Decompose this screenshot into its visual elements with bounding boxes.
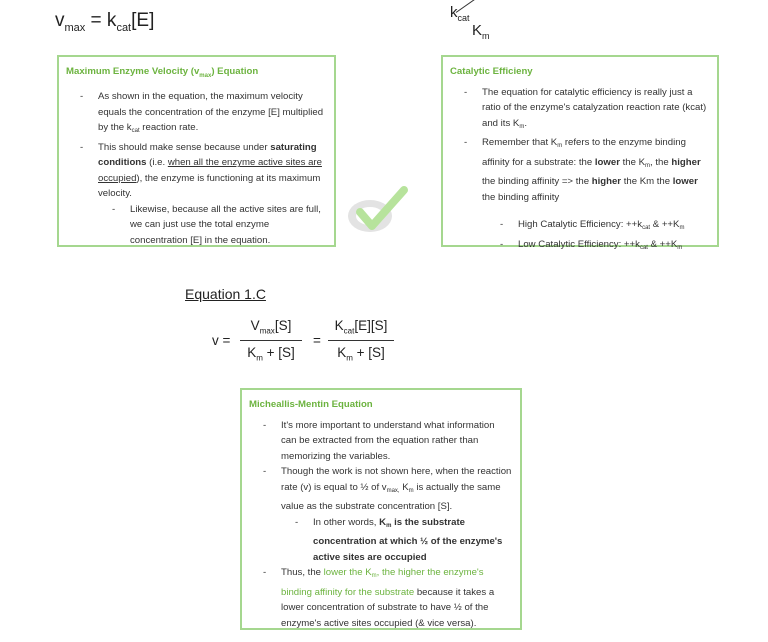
list-item: - High Catalytic Efficiency: $++k_{cat}$ & $++K_m$ (486, 217, 709, 237)
list-item: - Low Catalytic Efficiency: $++k_{cat}$ & $++K_m$ (486, 237, 709, 257)
michaelis-menten-note-box (240, 388, 522, 630)
check-watermark-icon (346, 186, 422, 236)
list-item: - The equation for catalytic efficiency is really just a ratio of the enzyme's catalyzation reaction rate (kcat) and its $K_m$. (450, 85, 709, 136)
equation-lhs: v = (212, 333, 231, 348)
vmax-note-box (57, 55, 336, 247)
list-item: - It's more important to understand what information can be extracted from the equation rather than memorizing the variables. (249, 418, 512, 465)
catalytic-note-box (441, 55, 719, 251)
michaelis-menten-title: Micheallis-Mentin Equation (249, 399, 373, 410)
list-item: - As shown in the equation, the maximum velocity equals the concentration of the enzyme [E] multiplied by the $k_{cat}$ reaction rate. (66, 89, 326, 140)
fraction-vmax: $V_{max}[S]$ $K_m + [S]$ (240, 318, 302, 362)
equation-title: Equation 1.C (185, 286, 266, 302)
equals-sign: = (313, 333, 321, 348)
fraction-kcat: $K_{cat}[E][S]$ $K_m + [S]$ (328, 318, 394, 362)
list-item: - This should make sense because under saturating conditions (i.e. when all the enzyme active sites are occupied), the enzyme is functioning at its maximum velocity. - Likewise, because all the active sites are full, we can just use the total enzyme concentration [E] in the equation. (66, 140, 326, 249)
vmax-equation: $v_{max} = k_{cat}[E]$ (55, 10, 155, 34)
list-item: - Likewise, because all the active sites are full, we can just use the total enzyme concentration [E] in the equation. (98, 202, 326, 249)
vmax-note-title: Maximum Enzyme Velocity $(v_{max})$ Equation (66, 66, 259, 79)
catalytic-efficiency-equation: $k_{cat}$ $K_m$ (448, 4, 498, 44)
list-item: - Thus, the lower the $K_m$, the higher the enzyme's binding affinity for the substrate because it takes a lower concentration of substrate to have ½ of the enzyme's active sites occupied (& vice versa). (249, 565, 512, 631)
list-item: - In other words, $K_m$ is the substrate concentration at which ½ of the enzyme's active sites are occupied (281, 515, 512, 566)
list-item: - Though the work is not shown here, when the reaction rate (v) is equal to ½ of $v_{max,}$ $K_m$ is actually the same value as the substrate concentration [S]. - In other words, $K_m$ is the substrate concentration at which ½ of the enzyme's active sites are occupied (249, 464, 512, 565)
catalytic-note-title: Catalytic Efficieny (450, 66, 533, 77)
list-item: - Remember that $K_m$ refers to the enzyme binding affinity for a substrate: the lower the $K_m$, the higher the binding affinity => the higher the Km the lower the binding affinity (450, 135, 709, 205)
